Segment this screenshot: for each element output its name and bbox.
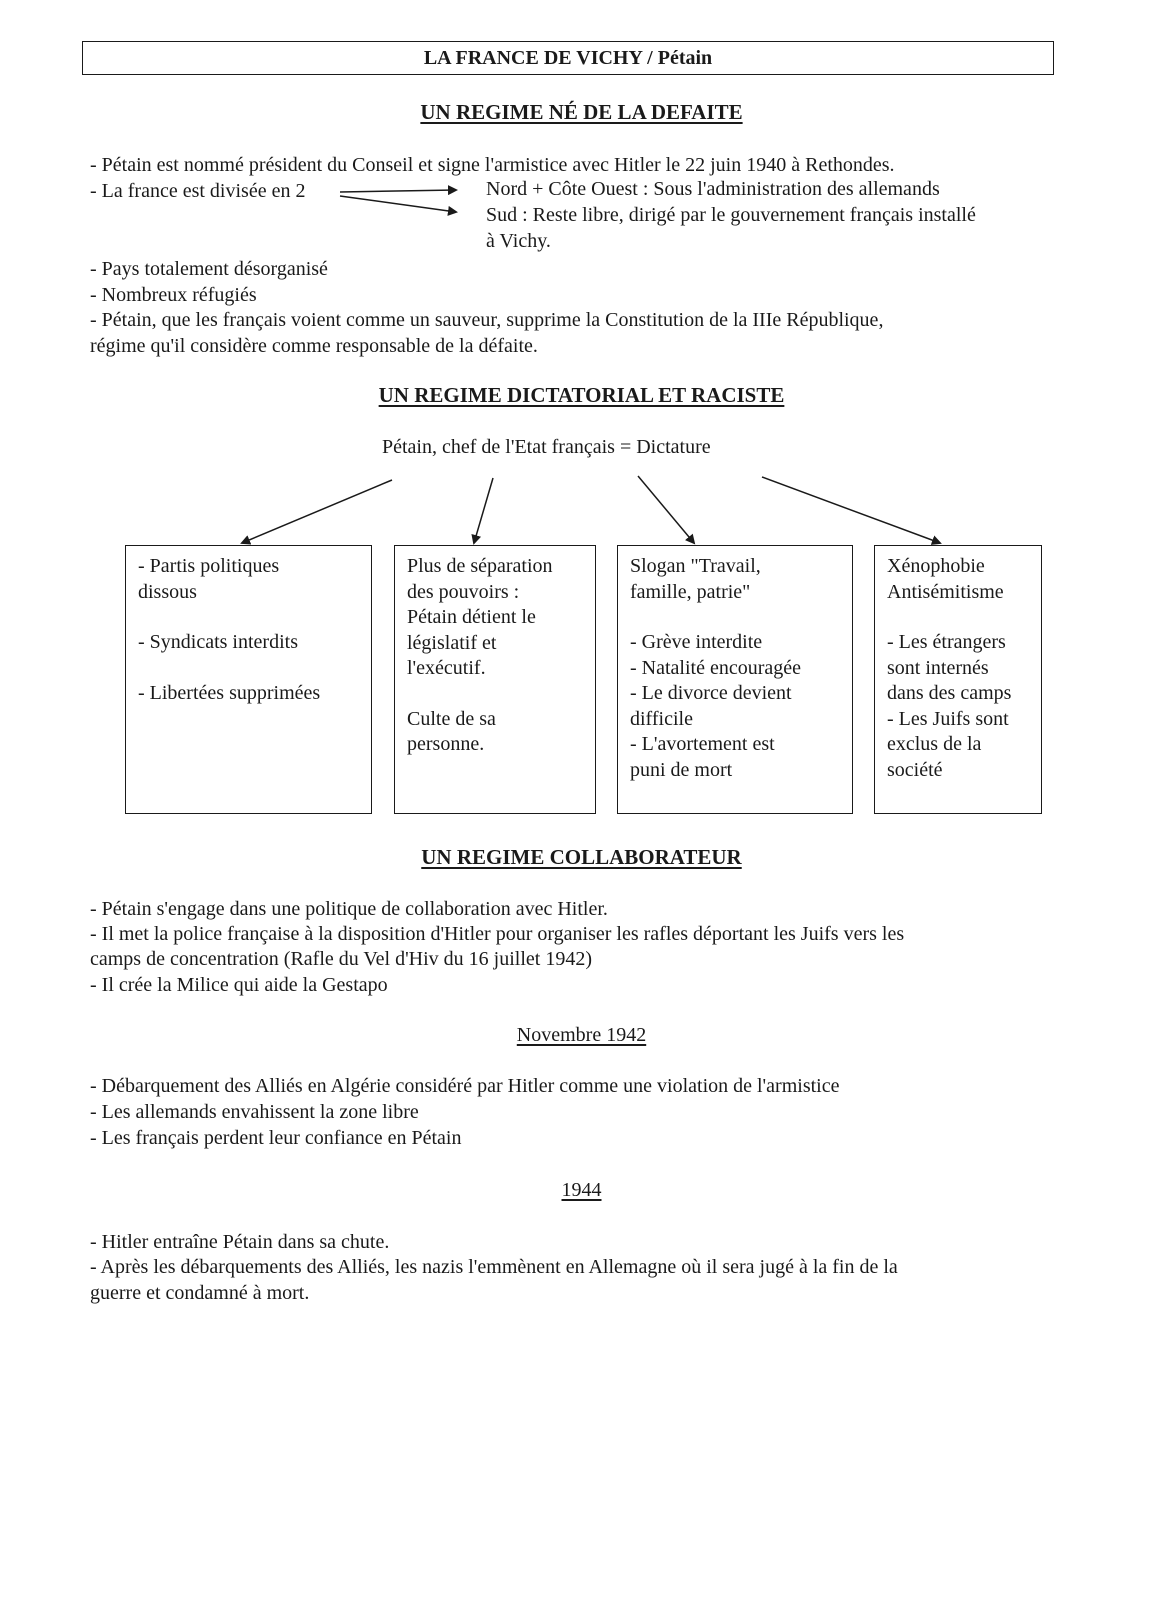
north-zone-text: Nord + Côte Ouest : Sous l'administration des allemands bbox=[486, 178, 940, 200]
section-heading-defeat-text: UN REGIME NÉ DE LA DEFAITE bbox=[420, 100, 743, 124]
text-line: - Les français perdent leur confiance en Pétain bbox=[90, 1127, 462, 1149]
section-heading-november-1942-text: Novembre 1942 bbox=[516, 1024, 647, 1046]
text-line: - Pétain est nommé président du Conseil et signe l'armistice avec Hitler le 22 juin 1940 à Rethondes. bbox=[90, 154, 895, 176]
box-text: - Les étrangers sont internés dans des camps - Les Juifs sont exclus de la société bbox=[887, 631, 1012, 781]
box-text: Culte de sa personne. bbox=[407, 707, 496, 755]
text-line: guerre et condamné à mort. bbox=[90, 1282, 310, 1304]
text-line: - Débarquement des Alliés en Algérie considéré par Hitler comme une violation de l'armistice bbox=[90, 1075, 840, 1097]
south-zone-text: Sud : Reste libre, dirigé par le gouvernement français installé bbox=[486, 204, 976, 226]
diagram-box-slogan bbox=[617, 545, 853, 814]
section-heading-collaborator-text: UN REGIME COLLABORATEUR bbox=[421, 845, 742, 869]
arrow-to-south bbox=[340, 196, 456, 212]
text-line: - Nombreux réfugiés bbox=[90, 284, 257, 306]
box-text: - Libertées supprimées bbox=[138, 681, 321, 704]
division-label: - La france est divisée en 2 bbox=[90, 180, 306, 202]
text-line: - Pays totalement désorganisé bbox=[90, 258, 328, 280]
section-heading-collaborator bbox=[0, 844, 1163, 870]
diagram-center-text: Pétain, chef de l'Etat français = Dictature bbox=[382, 436, 711, 458]
arrow-to-box-4 bbox=[762, 477, 940, 543]
arrow-to-box-3 bbox=[638, 476, 694, 543]
section-heading-1944 bbox=[0, 1177, 1163, 1203]
box-text: Plus de séparation des pouvoirs : Pétain détient le législatif et l'exécutif. bbox=[407, 555, 553, 679]
box-text: Slogan "Travail, famille, patrie" bbox=[630, 555, 761, 603]
text-line: - Pétain, que les français voient comme un sauveur, supprime la Constitution de la IIIe République, bbox=[90, 309, 884, 331]
diagram-box-xenophobia bbox=[874, 545, 1042, 814]
text-line: - Hitler entraîne Pétain dans sa chute. bbox=[90, 1231, 390, 1253]
arrow-to-box-2 bbox=[474, 478, 493, 543]
text-line: - Après les débarquements des Alliés, les nazis l'emmènent en Allemagne où il sera jugé à la fin de la bbox=[90, 1256, 898, 1278]
text-line: - Il met la police française à la disposition d'Hitler pour organiser les rafles déportant les Juifs vers les bbox=[90, 923, 905, 945]
text-line: - Il crée la Milice qui aide la Gestapo bbox=[90, 974, 388, 996]
text-line: régime qu'il considère comme responsable de la défaite. bbox=[90, 335, 538, 357]
page-title: LA FRANCE DE VICHY / Pétain bbox=[423, 47, 713, 69]
box-text: - Syndicats interdits bbox=[138, 631, 298, 653]
diagram-box-political bbox=[125, 545, 372, 814]
section-heading-november-1942 bbox=[0, 1022, 1163, 1048]
text-line: - Pétain s'engage dans une politique de collaboration avec Hitler. bbox=[90, 898, 608, 920]
diagram-box-powers bbox=[394, 545, 596, 814]
section-heading-dictatorial-text: UN REGIME DICTATORIAL ET RACISTE bbox=[378, 383, 785, 407]
text-line: - Les allemands envahissent la zone libre bbox=[90, 1101, 419, 1123]
box-text: Xénophobie Antisémitisme bbox=[887, 555, 1004, 603]
box-text: - Partis politiques dissous bbox=[138, 555, 280, 603]
box-text: - Grève interdite - Natalité encouragée - Le divorce devient difficile - L'avortement est puni de mort bbox=[630, 631, 802, 781]
section-heading-1944-text: 1944 bbox=[561, 1179, 602, 1201]
arrow-to-box-1 bbox=[242, 480, 392, 543]
text-line: camps de concentration (Rafle du Vel d'Hiv du 16 juillet 1942) bbox=[90, 948, 593, 970]
south-zone-text-continued: à Vichy. bbox=[486, 230, 551, 252]
arrow-to-north bbox=[340, 190, 456, 192]
